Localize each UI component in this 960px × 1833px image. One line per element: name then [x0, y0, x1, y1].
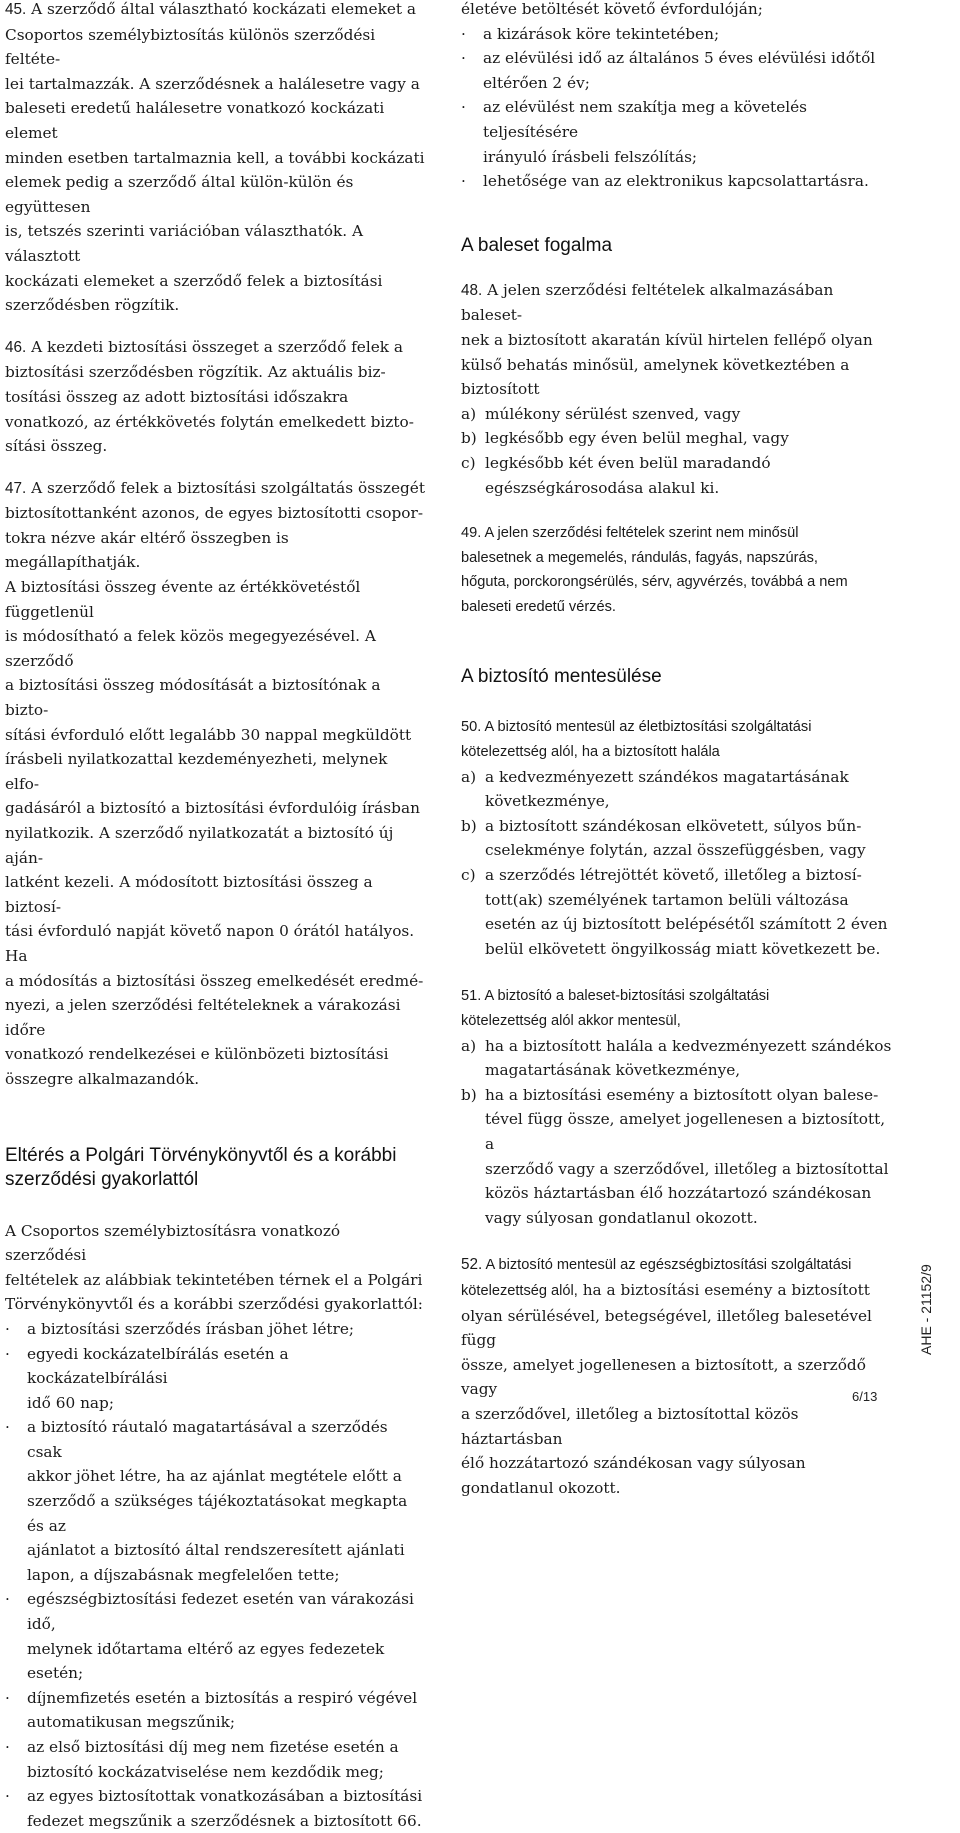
text-line: esetén az új biztosított belépésétől számított 2 éven	[485, 915, 888, 934]
text-line: szerződésben rögzítik.	[5, 296, 180, 315]
list-item	[5, 1686, 425, 1735]
text-line: múlékony sérülést szenved, vagy	[485, 404, 741, 423]
list-item	[5, 1735, 425, 1784]
paragraph-number: 51.	[461, 988, 482, 1005]
text-line: biztosítottanként azonos, de egyes biztosítotti csopor-	[5, 504, 423, 523]
paragraph-number: 48.	[461, 281, 483, 299]
text-line: egyedi kockázatelbírálás esetén a kockázatelbírálási	[27, 1344, 289, 1388]
paragraph-48	[461, 278, 896, 402]
item-marker: b)	[461, 816, 477, 835]
text-line: elemek pedig a szerződő által külön-külön és együttesen	[5, 173, 354, 216]
paragraph-46	[5, 335, 425, 459]
list-item	[5, 1415, 425, 1587]
text-line: A Csoportos személybiztosításra vonatkozó szerződési	[5, 1221, 341, 1265]
paragraph-51	[461, 984, 896, 1033]
section-heading-mentesules: A biztosító mentesülése	[461, 666, 662, 688]
text-line: kötelezettség alól,	[461, 1282, 578, 1299]
left-column	[5, 0, 425, 1833]
text-line: a biztosítási szerződés írásban jöhet létre;	[27, 1319, 355, 1338]
text-line: baleseti eredetű halálesetre vonatkozó kockázati elemet	[5, 99, 385, 142]
text-line: össze, amelyet jogellenesen a biztosított, a szerződő vagy	[461, 1355, 866, 1399]
text-line: a biztosító ráutaló magatartásával a szerződés csak	[27, 1418, 388, 1461]
text-line: szerződő a szükséges tájékoztatásokat megkapta és az	[27, 1492, 408, 1535]
paragraph-number: 45.	[5, 1, 27, 18]
text-line: a módosítás a biztosítási összeg emelkedését eredmé-	[5, 971, 424, 990]
text-line: külső behatás minősül, amelynek következtében a	[461, 355, 850, 374]
text-line: Csoportos személybiztosítás különös szerződési feltéte-	[5, 25, 376, 69]
list-item	[461, 402, 896, 427]
text-line: biztosító kockázatviselése nem kezdődik meg;	[27, 1762, 384, 1781]
text-line: tosítási összeg az adott biztosítási időszakra	[5, 387, 349, 406]
item-marker: a)	[461, 404, 477, 423]
text-line: cselekménye folytán, azzal összefüggésben, vagy	[485, 841, 866, 860]
paragraph-50-list	[461, 765, 896, 962]
text-line: eltérően 2 év;	[483, 73, 590, 92]
text-line: fedezet megszűnik a szerződésnek a biztosított 66.	[27, 1811, 422, 1830]
list-item	[461, 46, 896, 95]
list-item	[5, 1342, 425, 1416]
list-item	[461, 426, 896, 451]
paragraph-52	[461, 1252, 896, 1500]
text-line: is, tetszés szerinti variációban választhatók. A választott	[5, 222, 363, 265]
text-line: nyilatkozik. A szerződő nyilatkozatát a biztosító új aján-	[5, 824, 394, 867]
text-line: balesetnek a megemelés, rándulás, fagyás, napszúrás,	[461, 549, 818, 566]
text-line: melynek időtartama eltérő az egyes fedezetek esetén;	[27, 1639, 385, 1683]
text-line: vagy súlyosan gondatlanul okozott.	[485, 1208, 758, 1227]
text-line: szerződő vagy a szerződővel, illetőleg a biztosítottal	[485, 1159, 889, 1178]
item-marker: b)	[461, 1085, 477, 1104]
text-line: kockázati elemeket a szerződő felek a biztosítási	[5, 271, 383, 290]
text-line: az egyes biztosítottak vonatkozásában a biztosítási	[27, 1787, 423, 1806]
list-item	[461, 95, 896, 169]
text-line: is módosítható a felek közös megegyezésével. A szerződő	[5, 627, 376, 670]
continuation-line	[461, 0, 896, 22]
item-marker: a)	[461, 767, 477, 786]
text-line: vonatkozó rendelkezései e különbözeti biztosítási	[5, 1045, 389, 1064]
item-marker: a)	[461, 1036, 477, 1055]
text-line: egészségbiztosítási fedezet esetén van várakozási idő,	[27, 1590, 414, 1634]
text-line: baleseti eredetű vérzés.	[461, 598, 616, 615]
text-line: A kezdeti biztosítási összeget a szerződő felek a	[26, 337, 404, 356]
text-line: következménye,	[485, 792, 610, 811]
text-line: a biztosított szándékosan elkövetett, súlyos bűn-	[485, 816, 862, 835]
text-line: lei tartalmazzák. A szerződésnek a halálesetre vagy a	[5, 74, 420, 93]
text-line: lapon, a díjszabásnak megfelelően tette;	[27, 1565, 340, 1584]
text-line: biztosítási szerződésben rögzítik. Az aktuális biz-	[5, 363, 386, 382]
text-line: ha a biztosított halála a kedvezményezett szándékos	[485, 1036, 892, 1055]
text-line: a biztosítási összeg módosítását a biztosítónak a bizto-	[5, 676, 381, 720]
text-line: élő hozzátartozó szándékosan vagy súlyosan	[461, 1454, 806, 1473]
text-line: A biztosító a baleset-biztosítási szolgáltatási	[481, 988, 770, 1005]
text-line: gondatlanul okozott.	[461, 1478, 621, 1497]
list-item	[461, 451, 896, 500]
text-line: díjnemfizetés esetén a biztosítás a respiró végével	[27, 1688, 418, 1707]
text-line: kötelezettség alól, ha a biztosított halála	[461, 744, 720, 761]
text-line: biztosított	[461, 380, 540, 399]
text-line: belül elkövetett öngyilkosság miatt következett be.	[485, 939, 881, 958]
heading-line: szerződési gyakorlattól	[5, 1168, 199, 1190]
text-line: irányuló írásbeli felszólítás;	[483, 147, 698, 166]
text-line: Törvénykönyvtől és a korábbi szerződési gyakorlattól:	[5, 1295, 423, 1314]
text-line: az elévülést nem szakítja meg a követelés teljesítésére	[483, 98, 808, 141]
text-line: 49. A jelen szerződési feltételek szerint nem minősül	[461, 525, 799, 542]
text-line: lehetősége van az elektronikus kapcsolattartásra.	[483, 172, 869, 191]
list-item	[5, 1317, 425, 1342]
text-line: A biztosító mentesül az életbiztosítási szolgáltatási	[481, 719, 812, 736]
text-line: tott(ak) személyének tartamon belüli változása	[485, 890, 849, 909]
deviation-list	[5, 1317, 425, 1833]
paragraph-number: 47.	[5, 479, 27, 497]
text-line: írásbeli nyilatkozattal kezdeményezheti, melynek elfo-	[5, 750, 388, 793]
text-line: legkésőbb egy éven belül meghal, vagy	[485, 429, 789, 448]
paragraph-47	[5, 476, 425, 1092]
text-line: a kizárások köre tekintetében;	[483, 24, 720, 43]
paragraph-45	[5, 0, 425, 318]
text-line: A biztosítási összeg évente az értékkövetéstől függetlenül	[5, 578, 361, 621]
text-line: tével függ össze, amelyet jogellenesen a biztosított, a	[485, 1110, 886, 1153]
text-line: ha a biztosítási esemény a biztosított olyan balese-	[485, 1085, 879, 1104]
text-line: kötelezettség alól akkor mentesül,	[461, 1013, 681, 1029]
item-marker: c)	[461, 453, 476, 472]
paragraph-49	[461, 521, 896, 619]
list-item	[461, 22, 896, 47]
text-line: vonatkozó, az értékkövetés folytán emelkedett bizto-	[5, 412, 414, 431]
text-line: gadásáról a biztosító a biztosítási évfordulóig írásban	[5, 799, 420, 818]
item-marker: b)	[461, 429, 477, 448]
text-line: a kedvezményezett szándékos magatartásának	[485, 767, 849, 786]
text-line: a szerződés létrejöttét követő, illetőleg a biztosí-	[485, 866, 862, 885]
text-line: nek a biztosított akaratán kívül hirtelen fellépő olyan	[461, 330, 873, 349]
section-heading-baleset: A baleset fogalma	[461, 234, 613, 256]
list-item	[461, 863, 896, 961]
text-line: minden esetben tartalmaznia kell, a további kockázati	[5, 148, 425, 167]
list-item	[461, 1083, 896, 1231]
text-line: nyezi, a jelen szerződési feltételeknek a várakozási időre	[5, 996, 401, 1039]
text-line: idő 60 nap;	[27, 1393, 115, 1412]
list-item	[461, 1034, 896, 1083]
text-line: az első biztosítási díj meg nem fizetése esetén a	[27, 1738, 399, 1756]
text-line: egészségkárosodása alakul ki.	[485, 478, 720, 497]
page-number: 6/13	[852, 1389, 878, 1404]
deviation-list-continued	[461, 22, 896, 194]
text-line: akkor jöhet létre, ha az ajánlat megtétele előtt a	[27, 1467, 402, 1486]
item-marker: c)	[461, 866, 476, 885]
list-item	[461, 765, 896, 814]
text-line: ajánlatot a biztosító által rendszeresített ajánlati	[27, 1541, 405, 1560]
text-line: latként kezeli. A módosított biztosítási összeg a biztosí-	[5, 873, 373, 916]
paragraph-50	[461, 715, 896, 764]
text-line: sítási összeg.	[5, 437, 108, 456]
text-line: összegre alkalmazandók.	[5, 1069, 200, 1088]
text-line: hőguta, porckorongsérülés, sérv, agyvérzés, továbbá a nem	[461, 574, 848, 591]
text-line: közös háztartásban élő hozzátartozó szándékosan	[485, 1184, 872, 1203]
text-line: A szerződő felek a biztosítási szolgáltatás összegét	[26, 478, 426, 497]
text-line: A szerződő által választható kockázati elemeket a	[26, 0, 417, 18]
paragraph-48-list	[461, 402, 896, 500]
right-column	[461, 0, 896, 1500]
list-item	[461, 814, 896, 863]
list-item	[5, 1784, 425, 1833]
paragraph-number: 50.	[461, 719, 482, 736]
text-line: olyan sérülésével, betegségével, illetőleg balesetével függ	[461, 1306, 872, 1350]
heading-line: Eltérés a Polgári Törvénykönyvtől és a korábbi	[5, 1144, 397, 1166]
text-line: sítási évforduló előtt legalább 30 nappal megküldött	[5, 725, 412, 744]
paragraph-number: 46.	[5, 338, 27, 356]
text-line: magatartásának következménye,	[485, 1061, 741, 1080]
section-heading-ptk	[5, 1144, 425, 1192]
text-line: legkésőbb két éven belül maradandó	[485, 453, 771, 472]
text-line: az elévülési idő az általános 5 éves elévülési időtől	[483, 49, 876, 68]
text-line: ha a biztosítási eseménу a biztosított	[577, 1280, 870, 1299]
text-line: életéve betöltését követő évfordulóján;	[461, 0, 763, 18]
paragraph-number: 52.	[461, 1256, 483, 1274]
text-line: A jelen szerződési feltételek alkalmazásában baleset-	[461, 280, 834, 325]
list-item	[5, 1587, 425, 1685]
intro-paragraph	[5, 1219, 425, 1317]
document-code: AHE - 21152/9	[918, 1264, 934, 1355]
text-line: feltételek az alábbiak tekintetében térnek el a Polgári	[5, 1270, 423, 1289]
text-line: tokra nézve akár eltérő összegben is megállapíthatják.	[5, 528, 289, 572]
text-line: automatikusan megszűnik;	[27, 1713, 236, 1732]
paragraph-51-list	[461, 1034, 896, 1231]
text-line: tási évforduló napját követő napon 0 órától hatályos. Ha	[5, 922, 415, 965]
text-line: a szerződővel, illetőleg a biztosítottal közös háztartásban	[461, 1404, 799, 1448]
list-item	[461, 169, 896, 194]
text-line: A biztosító mentesül az egészségbiztosítási szolgáltatási	[482, 1257, 852, 1274]
